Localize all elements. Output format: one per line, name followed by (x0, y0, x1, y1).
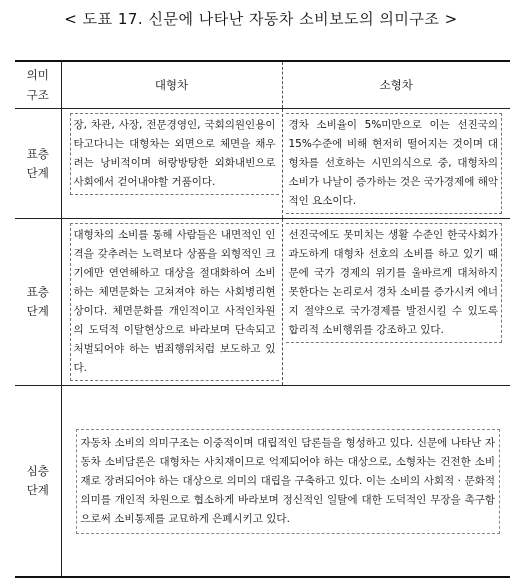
small-car-cell (282, 219, 510, 386)
large-car-text: 대형차의 소비를 통해 사람들은 내면적인 인격을 갖추려는 노력보다 상품을 외형적인 크기에만 연연해하고 대상을 절대화하여 소비하는 체면문화는 고쳐져야 하는 사회병리현상이다. 체면문화를 개인적이고 사적인차원의 도덕적 이탈현상으로 바라보며 단속되고 처벌되어야 하는 범죄행위처럼 보도하고 있다. (70, 223, 279, 381)
small-car-text: 선진국에도 못미치는 생활 수준인 한국사회가 과도하게 대형차 선호의 소비를 하고 있기 때문에 국가 경제의 위기를 울바르게 대처하지 못한다는 논리로서 경차 소비를 증가시켜 에너지 절약으로 국가경제를 발전시킬 수 있도록 합리적 소비행위를 강조하고 있다. (286, 223, 503, 343)
row-label (15, 386, 61, 578)
row-label-top: 심층 (26, 464, 49, 478)
row-label (15, 109, 61, 219)
row-label-top: 표층 (26, 146, 49, 161)
large-car-text: 장, 차관, 사장, 전문경영인, 국회의원인용이 타고다니는 대형차는 외면으로 체면을 채우려는 낭비적이며 허랑방탕한 외화내빈으로 사회에서 걷어내야할 거품이다. (70, 113, 279, 195)
meaning-structure-table (15, 60, 510, 578)
deep-level-text: 자동차 소비의 의미구조는 이중적이며 대립적인 담론들을 형성하고 있다. 신문에 나타난 자동차 소비담론은 대형차는 사치재이므로 억제되어야 하는 대상으로, 소형차는 건전한 소비재로 장려되어야 하는 대상으로 의미의 대립을 구축하고 있다. 이는 소비의 사회적 · 문화적 의미를 개인적 차원으로 협소하게 바라보며 정신적인 일탈에 대한 도덕적인 무장을 촉구함으로써 소비통제를 교묘하게 은폐시키고 있다. (76, 429, 501, 534)
column-header-small-car: 소형차 (282, 61, 510, 109)
row-label-bottom: 단계 (26, 304, 49, 318)
table-header-row (15, 61, 510, 109)
row-label-bottom: 단계 (26, 165, 49, 180)
table-row (15, 109, 510, 219)
deep-level-cell (61, 386, 510, 578)
corner-label-bottom: 구조 (26, 88, 49, 102)
row-label-top: 표층 (26, 285, 49, 299)
column-header-large-car: 대형차 (61, 61, 282, 109)
table-row (15, 219, 510, 386)
row-label (15, 219, 61, 386)
small-car-text: 경차 소비율이 5%미만으로 이는 선진국의 15%수준에 비해 현저히 떨어지는 것이며 대형차를 선호하는 시민의식으로 중, 대형차의 소비가 나날이 증가하는 것은 국가경제에 해악적인 요소이다. (286, 113, 503, 214)
figure-title: < 도표 17. 신문에 나타난 자동차 소비보도의 의미구조 > (64, 10, 458, 28)
row-label-bottom: 단계 (26, 483, 49, 497)
large-car-cell (61, 219, 282, 386)
corner-header-cell (15, 61, 61, 109)
small-car-cell (282, 109, 510, 219)
large-car-cell (61, 109, 282, 219)
corner-label-top: 의미 (26, 68, 49, 82)
table-row (15, 386, 510, 578)
